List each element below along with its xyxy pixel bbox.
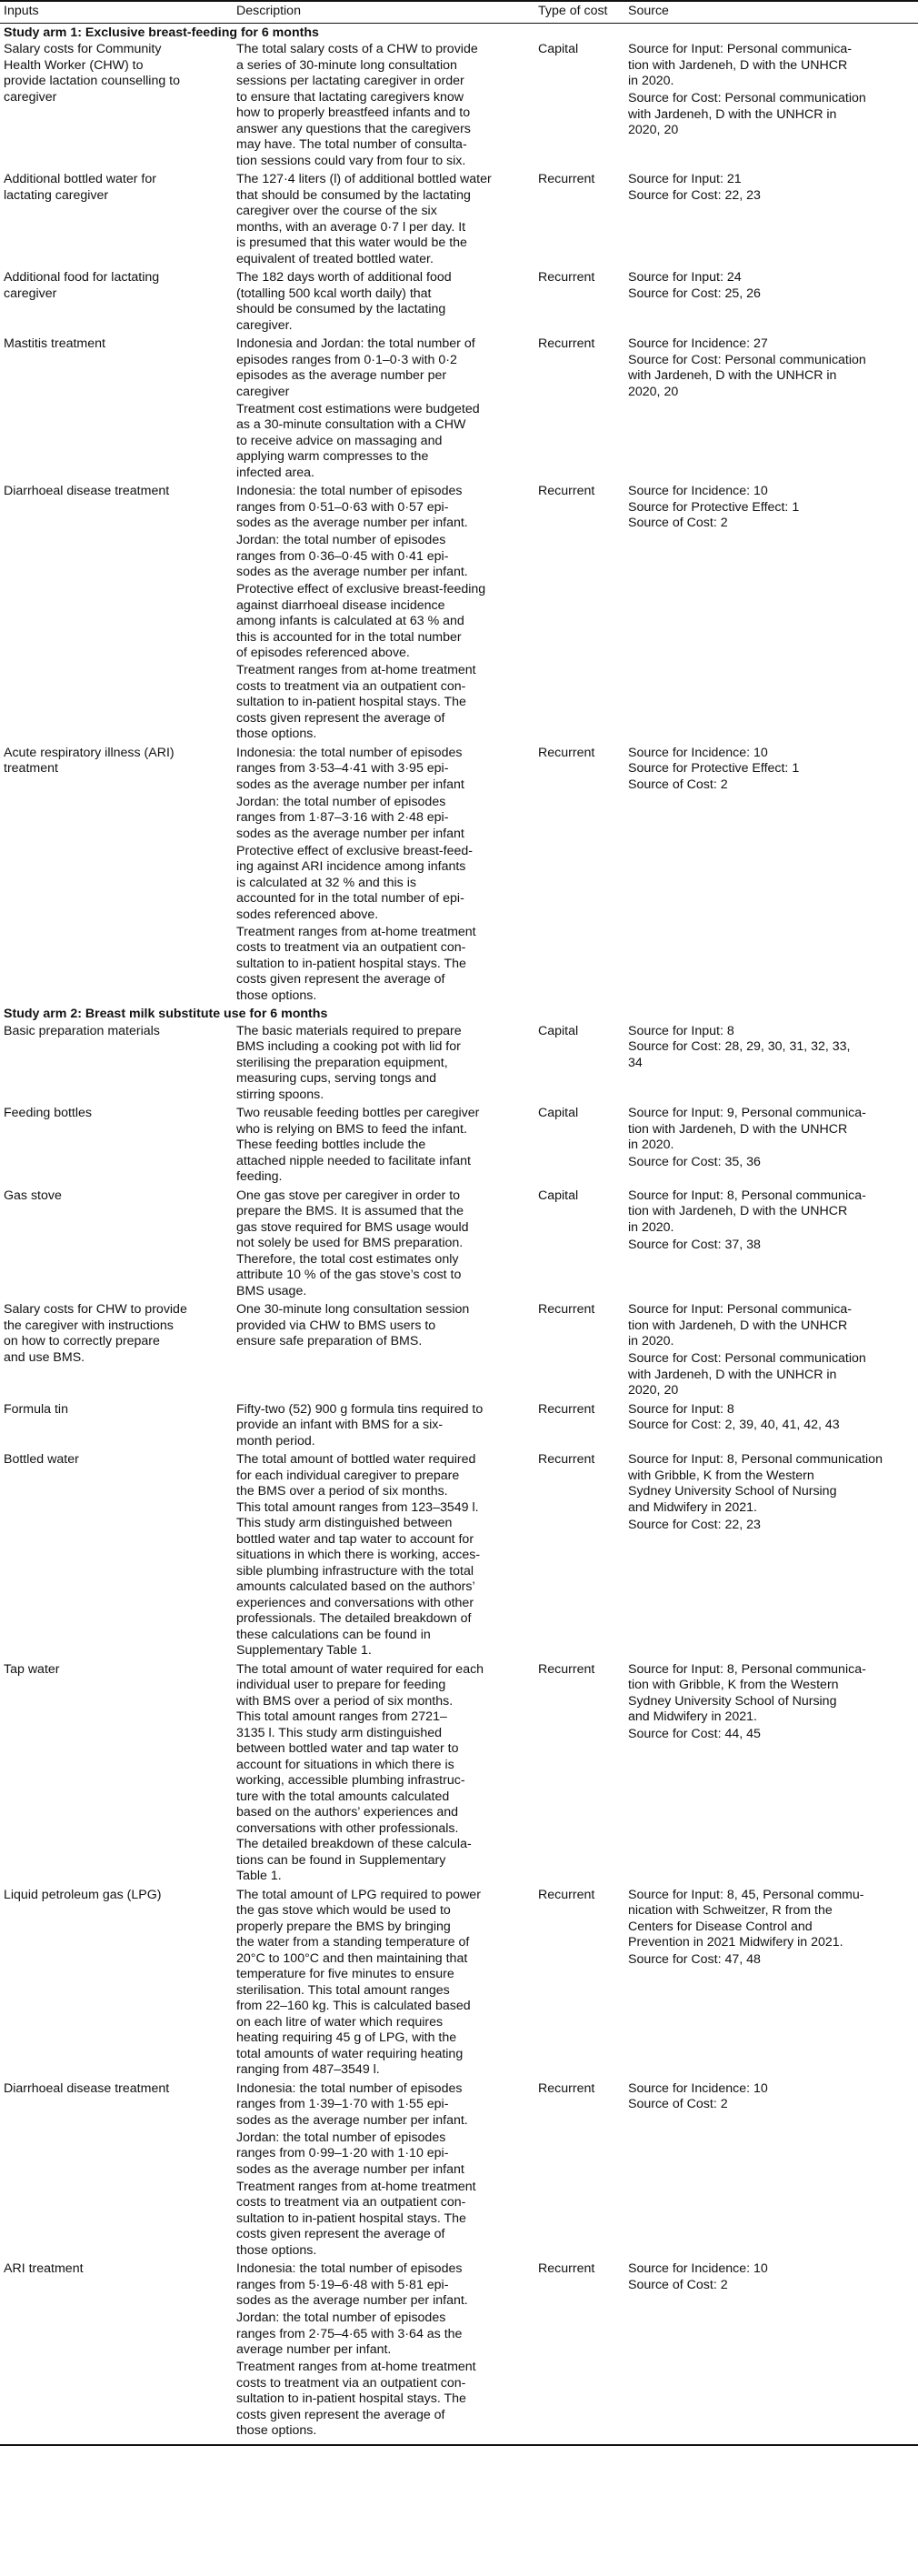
description-text: the gas stove which would be used to bbox=[236, 1903, 451, 1918]
description-text: The 127·4 liters (l) of additional bottled water bbox=[236, 172, 492, 186]
input-label: Formula tin bbox=[4, 1401, 68, 1417]
source-text: Source for Cost: 44, 45 bbox=[628, 1727, 761, 1741]
header-cost-type: Type of cost bbox=[538, 4, 608, 18]
description-text: professionals. The detailed breakdown of bbox=[236, 1611, 472, 1626]
bottom-rule bbox=[0, 2444, 918, 2446]
input-label: Health Worker (CHW) to bbox=[4, 57, 144, 73]
source-text: Source for Input: 9, Personal communica- bbox=[628, 1106, 866, 1120]
description-text: stirring spoons. bbox=[236, 1087, 324, 1102]
input-label: Additional food for lactating bbox=[4, 270, 160, 285]
input-label: Diarrhoeal disease treatment bbox=[4, 484, 170, 498]
description-text: Therefore, the total cost estimates only bbox=[236, 1251, 459, 1267]
description-text: One 30-minute long consultation session bbox=[236, 1302, 470, 1317]
description-text: properly prepare the BMS by bringing bbox=[236, 1919, 451, 1934]
source-text: Source for Cost: 22, 23 bbox=[628, 187, 761, 203]
source-text: Prevention in 2021 Midwifery in 2021. bbox=[628, 1935, 843, 1950]
description-text: conversations with other professionals. bbox=[236, 1820, 459, 1836]
description-text: ranges from 5·19–6·48 with 5·81 epi- bbox=[236, 2277, 449, 2292]
description-text: situations in which there is working, acces- bbox=[236, 1548, 481, 1562]
description-text: costs to treatment via an outpatient con- bbox=[236, 2195, 466, 2210]
top-rule bbox=[0, 0, 918, 2]
input-label: Acute respiratory illness (ARI) bbox=[4, 745, 175, 760]
description-text: Protective effect of exclusive breast-feeding bbox=[236, 582, 486, 596]
description-text: The total amount of LPG required to power bbox=[236, 1887, 481, 1902]
cost-type: Recurrent bbox=[538, 484, 595, 498]
cost-type: Recurrent bbox=[538, 745, 595, 760]
source-text: Source for Cost: 25, 26 bbox=[628, 286, 761, 301]
description-text: heating requiring 45 g of LPG, with the bbox=[236, 2030, 457, 2045]
source-text: Sydney University School of Nursing bbox=[628, 1693, 837, 1709]
description-text: BMS usage. bbox=[236, 1283, 307, 1298]
description-text: costs given represent the average of bbox=[236, 972, 445, 987]
source-text: Source for Input: 8, Personal communica- bbox=[628, 1188, 866, 1203]
source-text: Source of Cost: 2 bbox=[628, 516, 728, 530]
description-text: attribute 10 % of the gas stove’s cost to bbox=[236, 1268, 462, 1282]
description-text: provided via CHW to BMS users to bbox=[236, 1318, 436, 1333]
description-text: gas stove required for BMS usage would bbox=[236, 1219, 469, 1235]
source-text: Source for Cost: 47, 48 bbox=[628, 1952, 761, 1967]
source-text: Centers for Disease Control and bbox=[628, 1919, 813, 1934]
description-text: months, with an average 0·7 l per day. It bbox=[236, 219, 466, 235]
description-text: applying warm compresses to the bbox=[236, 449, 429, 464]
description-text: against diarrhoeal disease incidence bbox=[236, 597, 445, 613]
description-text: between bottled water and tap water to bbox=[236, 1741, 459, 1756]
source-text: with Jardeneh, D with the UNHCR in bbox=[628, 368, 837, 383]
description-text: should be consumed by the lactating bbox=[236, 302, 446, 316]
description-text: sodes as the average number per infant bbox=[236, 2161, 464, 2177]
description-text: costs given represent the average of bbox=[236, 2227, 445, 2241]
source-text: Source for Input: 8, 45, Personal commu- bbox=[628, 1887, 864, 1902]
source-text: tion with Jardeneh, D with the UNHCR bbox=[628, 57, 848, 73]
description-text: Indonesia: the total number of episodes bbox=[236, 484, 463, 498]
description-text: episodes as the average number per bbox=[236, 368, 447, 383]
description-text: BMS including a cooking pot with lid for bbox=[236, 1039, 461, 1054]
description-text: of episodes referenced above. bbox=[236, 646, 410, 660]
description-text: ranges from 0·36–0·45 with 0·41 epi- bbox=[236, 548, 449, 564]
description-text: those options. bbox=[236, 2423, 317, 2438]
input-label: Basic preparation materials bbox=[4, 1023, 160, 1038]
input-label: Feeding bottles bbox=[4, 1106, 93, 1120]
source-text: with Jardeneh, D with the UNHCR in bbox=[628, 106, 837, 122]
description-text: Treatment ranges from at-home treatment bbox=[236, 663, 476, 677]
cost-type: Capital bbox=[538, 1023, 579, 1038]
description-text: This study arm distinguished between bbox=[236, 1516, 453, 1530]
input-label: caregiver bbox=[4, 286, 57, 301]
source-text: Source for Incidence: 10 bbox=[628, 2261, 768, 2276]
description-text: Treatment ranges from at-home treatment bbox=[236, 924, 476, 939]
cost-type: Capital bbox=[538, 42, 579, 56]
description-text: the water from a standing temperature of bbox=[236, 1935, 470, 1950]
source-text: Source for Cost: Personal communication bbox=[628, 91, 866, 105]
description-text: Treatment cost estimations were budgeted bbox=[236, 401, 480, 416]
source-text: Source for Cost: 28, 29, 30, 31, 32, 33, bbox=[628, 1039, 851, 1054]
description-text: average number per infant. bbox=[236, 2342, 392, 2357]
description-text: Jordan: the total number of episodes bbox=[236, 2310, 446, 2325]
description-text: The total amount of water required for each bbox=[236, 1661, 484, 1677]
description-text: costs to treatment via an outpatient con- bbox=[236, 678, 466, 694]
description-text: not solely be used for BMS preparation. bbox=[236, 1236, 464, 1250]
description-text: is presumed that this water would be the bbox=[236, 236, 467, 250]
source-text: with Gribble, K from the Western bbox=[628, 1468, 814, 1483]
source-text: Source for Input: 8, Personal communica- bbox=[628, 1661, 866, 1677]
description-text: account for situations in which there is bbox=[236, 1757, 454, 1772]
description-text: Indonesia and Jordan: the total number of bbox=[236, 336, 475, 351]
source-text: Source for Protective Effect: 1 bbox=[628, 499, 800, 515]
description-text: on each litre of water which requires bbox=[236, 2014, 444, 2030]
description-text: as a 30-minute consultation with a CHW bbox=[236, 417, 466, 432]
description-text: individual user to prepare for feeding bbox=[236, 1678, 446, 1692]
description-text: ensure safe preparation of BMS. bbox=[236, 1334, 423, 1348]
source-text: Source for Cost: 35, 36 bbox=[628, 1155, 761, 1169]
header-source: Source bbox=[628, 4, 669, 18]
source-text: tion with Jardeneh, D with the UNHCR bbox=[628, 1204, 848, 1218]
description-text: This total amount ranges from 123–3549 l. bbox=[236, 1499, 479, 1515]
input-label: treatment bbox=[4, 761, 58, 776]
source-text: Source for Cost: Personal communication bbox=[628, 1351, 866, 1366]
description-text: Indonesia: the total number of episodes bbox=[236, 745, 463, 760]
source-text: nication with Schweitzer, R from the bbox=[628, 1903, 833, 1918]
description-text: those options. bbox=[236, 987, 317, 1003]
description-text: caregiver bbox=[236, 384, 290, 399]
source-text: Source for Incidence: 27 bbox=[628, 336, 768, 351]
description-text: ranging from 487–3549 l. bbox=[236, 2062, 380, 2077]
source-text: Source for Input: 24 bbox=[628, 270, 742, 285]
input-label: the caregiver with instructions bbox=[4, 1318, 174, 1333]
description-text: ture with the total amounts calculated bbox=[236, 1789, 450, 1804]
cost-type: Recurrent bbox=[538, 336, 595, 351]
description-text: sultation to in-patient hospital stays. The bbox=[236, 2391, 466, 2406]
source-text: 2020, 20 bbox=[628, 123, 679, 137]
description-text: ranges from 2·75–4·65 with 3·64 as the bbox=[236, 2326, 463, 2341]
description-text: sodes as the average number per infant bbox=[236, 826, 464, 841]
description-text: equivalent of treated bottled water. bbox=[236, 251, 434, 266]
input-label: Salary costs for CHW to provide bbox=[4, 1302, 187, 1317]
cost-type: Recurrent bbox=[538, 1401, 595, 1417]
description-text: costs given represent the average of bbox=[236, 2407, 445, 2422]
description-text: sodes as the average number per infant. bbox=[236, 565, 468, 579]
input-label: caregiver bbox=[4, 89, 57, 105]
description-text: Jordan: the total number of episodes bbox=[236, 533, 446, 547]
description-text: with BMS over a period of six months. bbox=[236, 1693, 454, 1709]
input-label: Tap water bbox=[4, 1661, 60, 1677]
source-text: in 2020. bbox=[628, 1138, 674, 1152]
description-text: temperature for five minutes to ensure bbox=[236, 1967, 454, 1981]
description-text: this is accounted for in the total number bbox=[236, 629, 462, 645]
description-text: Supplementary Table 1. bbox=[236, 1643, 372, 1658]
source-text: in 2020. bbox=[628, 1334, 674, 1348]
source-text: in 2020. bbox=[628, 74, 674, 88]
source-text: Source for Incidence: 10 bbox=[628, 2080, 768, 2096]
description-text: Table 1. bbox=[236, 1869, 282, 1883]
description-text: This total amount ranges from 2721– bbox=[236, 1709, 447, 1724]
description-text: sodes as the average number per infant bbox=[236, 777, 464, 792]
source-text: Source for Input: 8 bbox=[628, 1023, 734, 1038]
source-text: Source for Cost: Personal communication bbox=[628, 352, 866, 367]
input-label: Mastitis treatment bbox=[4, 336, 105, 351]
source-text: 2020, 20 bbox=[628, 384, 679, 399]
description-text: costs to treatment via an outpatient con- bbox=[236, 2375, 466, 2391]
description-text: that should be consumed by the lactating bbox=[236, 187, 471, 203]
source-text: Source for Input: Personal communica- bbox=[628, 42, 853, 56]
description-text: prepare the BMS. It is assumed that the bbox=[236, 1204, 464, 1218]
header-rule bbox=[0, 23, 918, 24]
source-text: with Jardeneh, D with the UNHCR in bbox=[628, 1367, 837, 1382]
description-text: ranges from 1·87–3·16 with 2·48 epi- bbox=[236, 810, 449, 825]
description-text: Fifty-two (52) 900 g formula tins required to bbox=[236, 1401, 484, 1417]
description-text: ranges from 1·39–1·70 with 1·55 epi- bbox=[236, 2097, 449, 2111]
description-text: The total amount of bottled water required bbox=[236, 1452, 476, 1467]
description-text: total amounts of water requiring heating bbox=[236, 2046, 464, 2061]
description-text: sodes as the average number per infant. bbox=[236, 2112, 468, 2128]
description-text: 3135 l. This study arm distinguished bbox=[236, 1725, 443, 1740]
description-text: tions can be found in Supplementary bbox=[236, 1852, 446, 1868]
description-text: ing against ARI incidence among infants bbox=[236, 859, 466, 874]
section-title: Study arm 2: Breast milk substitute use for 6 months bbox=[4, 1007, 328, 1021]
description-text: sultation to in-patient hospital stays. The bbox=[236, 695, 466, 709]
source-text: tion with Gribble, K from the Western bbox=[628, 1678, 839, 1692]
input-label: Liquid petroleum gas (LPG) bbox=[4, 1887, 162, 1902]
input-label: Bottled water bbox=[4, 1452, 79, 1467]
description-text: to ensure that lactating caregivers know bbox=[236, 89, 464, 105]
cost-type: Recurrent bbox=[538, 1661, 595, 1677]
description-text: month period. bbox=[236, 1433, 315, 1448]
description-text: The total salary costs of a CHW to provide bbox=[236, 42, 478, 56]
description-text: episodes ranges from 0·1–0·3 with 0·2 bbox=[236, 352, 457, 367]
source-text: Source for Cost: 37, 38 bbox=[628, 1237, 761, 1252]
description-text: bottled water and tap water to account for bbox=[236, 1531, 474, 1547]
header-description: Description bbox=[236, 4, 301, 18]
input-label: Additional bottled water for bbox=[4, 172, 156, 186]
description-text: sultation to in-patient hospital stays. The bbox=[236, 2210, 466, 2226]
source-text: Source for Input: 8 bbox=[628, 1401, 734, 1417]
description-text: those options. bbox=[236, 2242, 317, 2258]
description-text: based on the authors’ experiences and bbox=[236, 1805, 458, 1819]
description-text: attached nipple needed to facilitate infant bbox=[236, 1153, 471, 1168]
description-text: Protective effect of exclusive breast-feed- bbox=[236, 843, 473, 858]
description-text: sterilisation. This total amount ranges bbox=[236, 1982, 450, 1998]
description-text: measuring cups, serving tongs and bbox=[236, 1071, 437, 1086]
description-text: how to properly breastfeed infants and to bbox=[236, 105, 471, 120]
description-text: sodes as the average number per infant. bbox=[236, 2293, 468, 2308]
description-text: those options. bbox=[236, 727, 317, 741]
description-text: Treatment ranges from at-home treatment bbox=[236, 2179, 476, 2194]
cost-type: Recurrent bbox=[538, 2261, 595, 2276]
description-text: The basic materials required to prepare bbox=[236, 1023, 462, 1038]
source-text: Source of Cost: 2 bbox=[628, 2097, 728, 2111]
input-label: and use BMS. bbox=[4, 1349, 85, 1365]
description-text: among infants is calculated at 63 % and bbox=[236, 614, 464, 628]
input-label: Gas stove bbox=[4, 1188, 62, 1203]
description-text: The 182 days worth of additional food bbox=[236, 270, 452, 285]
source-text: Source of Cost: 2 bbox=[628, 777, 728, 792]
description-text: is calculated at 32 % and this is bbox=[236, 875, 416, 890]
description-text: may have. The total number of consulta- bbox=[236, 137, 467, 152]
description-text: (totalling 500 kcal worth daily) that bbox=[236, 286, 432, 301]
description-text: Indonesia: the total number of episodes bbox=[236, 2261, 463, 2276]
cost-type: Capital bbox=[538, 1188, 579, 1203]
source-text: tion with Jardeneh, D with the UNHCR bbox=[628, 1121, 848, 1137]
section-title: Study arm 1: Exclusive breast-feeding for 6 months bbox=[4, 25, 319, 40]
source-text: and Midwifery in 2021. bbox=[628, 1709, 757, 1724]
description-text: sodes as the average number per infant. bbox=[236, 516, 468, 530]
description-text: 20°C to 100°C and then maintaining that bbox=[236, 1950, 468, 1966]
source-text: tion with Jardeneh, D with the UNHCR bbox=[628, 1318, 848, 1333]
description-text: answer any questions that the caregivers bbox=[236, 121, 471, 136]
description-text: who is relying on BMS to feed the infant. bbox=[236, 1121, 467, 1137]
description-text: for each individual caregiver to prepare bbox=[236, 1468, 460, 1483]
description-text: sodes referenced above. bbox=[236, 907, 379, 922]
source-text: Source for Input: Personal communica- bbox=[628, 1302, 853, 1317]
description-text: accounted for in the total number of epi- bbox=[236, 891, 464, 906]
description-text: sultation to in-patient hospital stays. The bbox=[236, 956, 466, 971]
description-text: a series of 30-minute long consultation bbox=[236, 57, 457, 73]
description-text: sterilising the preparation equipment, bbox=[236, 1055, 448, 1070]
description-text: amounts calculated based on the authors’ bbox=[236, 1579, 475, 1594]
source-text: Sydney University School of Nursing bbox=[628, 1484, 837, 1498]
description-text: caregiver over the course of the six bbox=[236, 204, 437, 218]
source-text: Source for Incidence: 10 bbox=[628, 484, 768, 498]
source-text: Source for Protective Effect: 1 bbox=[628, 761, 800, 776]
input-label: provide lactation counselling to bbox=[4, 74, 181, 88]
description-text: sible plumbing infrastructure with the total bbox=[236, 1563, 474, 1579]
cost-type: Recurrent bbox=[538, 1452, 595, 1467]
cost-type: Recurrent bbox=[538, 2080, 595, 2096]
source-text: Source for Input: 21 bbox=[628, 172, 742, 186]
source-text: 34 bbox=[628, 1055, 643, 1070]
description-text: ranges from 3·53–4·41 with 3·95 epi- bbox=[236, 761, 449, 776]
description-text: ranges from 0·99–1·20 with 1·10 epi- bbox=[236, 2146, 449, 2160]
description-text: One gas stove per caregiver in order to bbox=[236, 1188, 461, 1203]
description-text: Jordan: the total number of episodes bbox=[236, 2130, 446, 2145]
source-text: in 2020. bbox=[628, 1219, 674, 1235]
source-text: Source for Incidence: 10 bbox=[628, 745, 768, 760]
description-text: from 22–160 kg. This is calculated based bbox=[236, 1999, 471, 2013]
description-text: ranges from 0·51–0·63 with 0·57 epi- bbox=[236, 499, 449, 515]
cost-type: Recurrent bbox=[538, 172, 595, 186]
description-text: The detailed breakdown of these calcula- bbox=[236, 1837, 472, 1851]
source-text: Source of Cost: 2 bbox=[628, 2277, 728, 2292]
source-text: Source for Cost: 2, 39, 40, 41, 42, 43 bbox=[628, 1418, 840, 1432]
description-text: tion sessions could vary from four to six. bbox=[236, 153, 466, 168]
cost-type: Recurrent bbox=[538, 1887, 595, 1902]
header-inputs: Inputs bbox=[4, 4, 39, 18]
description-text: Two reusable feeding bottles per caregiver bbox=[236, 1106, 480, 1120]
description-text: These feeding bottles include the bbox=[236, 1138, 426, 1152]
cost-type: Recurrent bbox=[538, 1302, 595, 1317]
description-text: costs given represent the average of bbox=[236, 710, 445, 726]
source-text: and Midwifery in 2021. bbox=[628, 1499, 757, 1515]
description-text: caregiver. bbox=[236, 317, 293, 333]
input-label: Salary costs for Community bbox=[4, 42, 162, 56]
source-text: Source for Input: 8, Personal communication bbox=[628, 1452, 883, 1467]
cost-type: Capital bbox=[538, 1106, 579, 1120]
description-text: Indonesia: the total number of episodes bbox=[236, 2080, 463, 2096]
cost-type: Recurrent bbox=[538, 270, 595, 285]
description-text: the BMS over a period of six months. bbox=[236, 1484, 448, 1498]
input-label: on how to correctly prepare bbox=[4, 1334, 160, 1348]
description-text: these calculations can be found in bbox=[236, 1627, 431, 1642]
source-text: Source for Cost: 22, 23 bbox=[628, 1517, 761, 1532]
description-text: sessions per lactating caregiver in order bbox=[236, 74, 464, 88]
input-label: lactating caregiver bbox=[4, 187, 109, 203]
description-text: infected area. bbox=[236, 465, 314, 480]
description-text: experiences and conversations with other bbox=[236, 1595, 474, 1610]
description-text: Jordan: the total number of episodes bbox=[236, 794, 446, 809]
input-label: ARI treatment bbox=[4, 2261, 84, 2276]
source-text: 2020, 20 bbox=[628, 1383, 679, 1398]
description-text: to receive advice on massaging and bbox=[236, 433, 443, 448]
description-text: feeding. bbox=[236, 1169, 283, 1184]
description-text: costs to treatment via an outpatient con- bbox=[236, 940, 466, 955]
description-text: provide an infant with BMS for a six- bbox=[236, 1418, 444, 1432]
input-label: Diarrhoeal disease treatment bbox=[4, 2080, 170, 2096]
description-text: Treatment ranges from at-home treatment bbox=[236, 2360, 476, 2374]
description-text: working, accessible plumbing infrastruc- bbox=[236, 1773, 465, 1788]
